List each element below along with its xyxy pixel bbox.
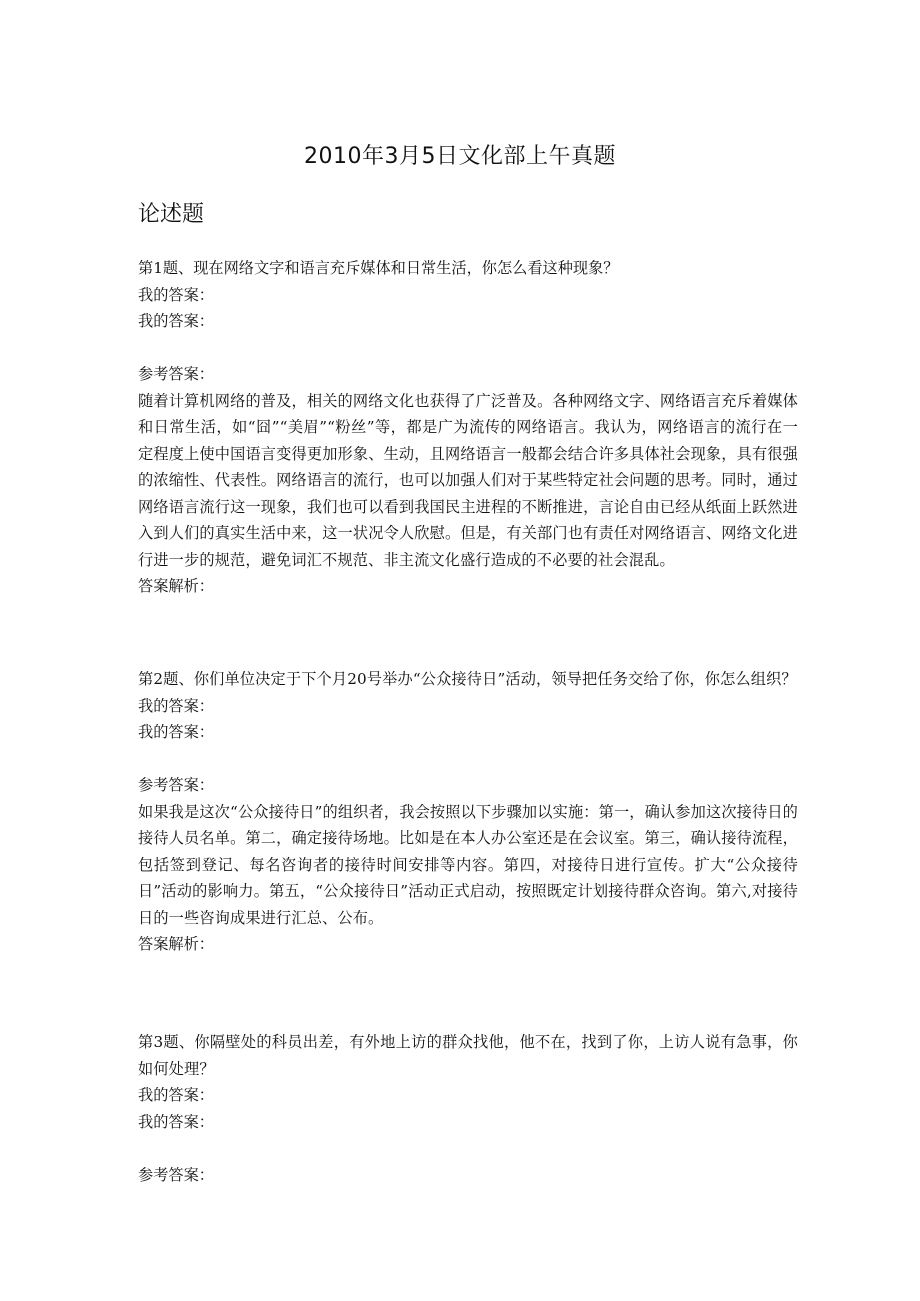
- question-3-my-answer-label: 我的答案：: [138, 1086, 214, 1104]
- question-1: [138, 255, 798, 600]
- question-2-my-answer-label: 我的答案：: [138, 696, 214, 715]
- question-1-my-answer-label-2: 我的答案：: [138, 312, 214, 330]
- section-heading: 论述题: [138, 202, 205, 227]
- question-2: [138, 666, 798, 958]
- question-2-reference-answer: 如果我是这次“公众接待日”的组织者，我会按照以下步骤加以实施：第一，确认参加这次接待日的接待人员名单。第二，确定接待场地。比如是在本人办公室还是在会议室。第三，确认接待流程，包括签到登记、每名咨询者的接待时间安排等内容。第四，对接待日进行宣传。扩大“公众接待日”活动的影响力。第五，“公众接待日”活动正式启动，按照既定计划接待群众咨询。第六,对接待日的一些咨询成果进行汇总、公布。: [138, 802, 799, 927]
- question-1-prompt: 第1题、现在网络文字和语言充斥媒体和日常生活，你怎么看这种现象？: [138, 259, 619, 277]
- question-1-my-answer-label: 我的答案：: [138, 285, 214, 304]
- question-2-my-answer-label-2: 我的答案：: [138, 723, 214, 741]
- question-2-analysis-label: 答案解析：: [138, 935, 214, 953]
- question-3-prompt: 第3题、你隔壁处的科员出差，有外地上访的群众找他，他不在，找到了你，上访人说有急事，你如何处理？: [138, 1033, 798, 1078]
- question-3-reference-label: 参考答案：: [138, 1165, 214, 1184]
- question-2-prompt: 第2题、你们单位决定于下个月20号举办“公众接待日”活动，领导把任务交给了你，你怎么组织？: [138, 670, 797, 688]
- question-2-reference-label: 参考答案：: [138, 776, 214, 794]
- question-1-reference-answer: 随着计算机网络的普及，相关的网络文化也获得了广泛普及。各种网络文字、网络语言充斥着媒体和日常生活，如“囧”“美眉”“粉丝”等，都是广为流传的网络语言。我认为，网络语言的流行在一定程度上使中国语言变得更加形象、生动，且网络语言一般都会结合许多具体社会现象，具有很强的浓缩性、代表性。网络语言的流行，也可以加强人们对于某些特定社会问题的思考。同时，通过网络语言流行这一现象，我们也可以看到我国民主进程的不断推进，言论自由已经从纸面上跃然进入到人们的真实生活中来，这一状况令人欣慰。但是，有关部门也有责任对网络语言、网络文化进行进一步的规范，避免词汇不规范、非主流文化盛行造成的不必要的社会混乱。: [138, 391, 798, 569]
- question-3: [138, 1029, 798, 1188]
- document-title: 2010年3月5日文化部上午真题: [304, 144, 616, 169]
- question-3-my-answer-label-2: 我的答案：: [138, 1112, 214, 1131]
- question-1-analysis-label: 答案解析：: [138, 577, 214, 595]
- question-1-reference-label: 参考答案：: [138, 365, 214, 383]
